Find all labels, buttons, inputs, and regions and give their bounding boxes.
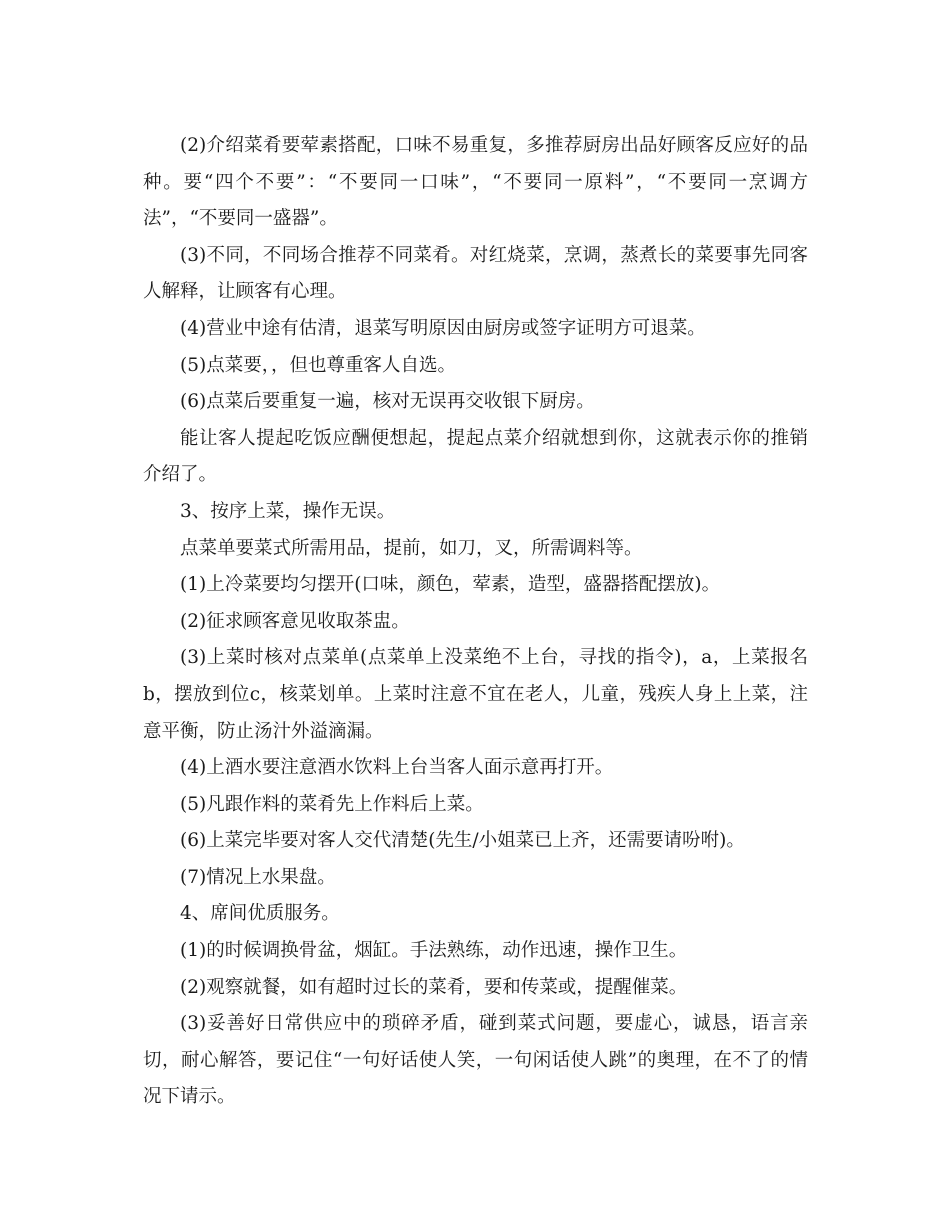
- paragraph: (3)上菜时核对点菜单(点菜单上没菜绝不上台，寻找的指令)，a，上菜报名b，摆放到位c，核菜划单。上菜时注意不宜在老人，儿童，残疾人身上上菜，注意平衡，防止汤汁外溢滴漏。: [143, 647, 808, 742]
- paragraph: (5)凡跟作料的菜肴先上作料后上菜。: [180, 793, 484, 815]
- paragraph: (4)营业中途有估清，退菜写明原因由厨房或签字证明方可退菜。: [180, 317, 706, 339]
- paragraph: (6)上菜完毕要对客人交代清楚(先生/小姐菜已上齐，还需要请吩咐)。: [180, 830, 745, 852]
- document-body: [143, 128, 808, 1116]
- paragraph: 点菜单要菜式所需用品，提前，如刀，叉，所需调料等。: [180, 537, 643, 559]
- paragraph: (3)不同，不同场合推荐不同菜肴。对红烧菜，烹调，蒸煮长的菜要事先同客人解释，让顾客有心理。: [143, 244, 808, 303]
- paragraph: 能让客人提起吃饭应酬便想起，提起点菜介绍就想到你，这就表示你的推销介绍了。: [143, 427, 808, 486]
- paragraph: (6)点菜后要重复一遍，核对无误再交收银下厨房。: [180, 391, 595, 413]
- paragraph: (5)点菜要，，但也尊重客人自选。: [180, 354, 456, 376]
- section-heading: 4、席间优质服务。: [180, 903, 340, 925]
- paragraph: (1)的时候调换骨盆，烟缸。手法熟练，动作迅速，操作卫生。: [180, 940, 688, 962]
- paragraph: (7)情况上水果盘。: [180, 866, 336, 888]
- section-heading: 3、按序上菜，操作无误。: [180, 500, 396, 522]
- paragraph: (2)介绍菜肴要荤素搭配，口味不易重复，多推荐厨房出品好顾客反应好的品种。要“四个不要”：“不要同一口味”，“不要同一原料”，“不要同一烹调方法”，“不要同一盛器”。: [143, 135, 808, 230]
- paragraph: (4)上酒水要注意酒水饮料上台当客人面示意再打开。: [180, 757, 614, 779]
- paragraph: (1)上冷菜要均匀摆开(口味，颜色，荤素，造型，盛器搭配摆放)。: [180, 574, 721, 596]
- paragraph: (3)妥善好日常供应中的琐碎矛盾，碰到菜式问题，要虚心，诚恳，语言亲切，耐心解答，要记住“一句好话使人笑，一句闲话使人跳”的奥理，在不了的情况下请示。: [143, 1013, 808, 1108]
- paragraph: (2)观察就餐，如有超时过长的菜肴，要和传菜或，提醒催菜。: [180, 976, 688, 998]
- paragraph: (2)征求顾客意见收取茶盅。: [180, 610, 410, 632]
